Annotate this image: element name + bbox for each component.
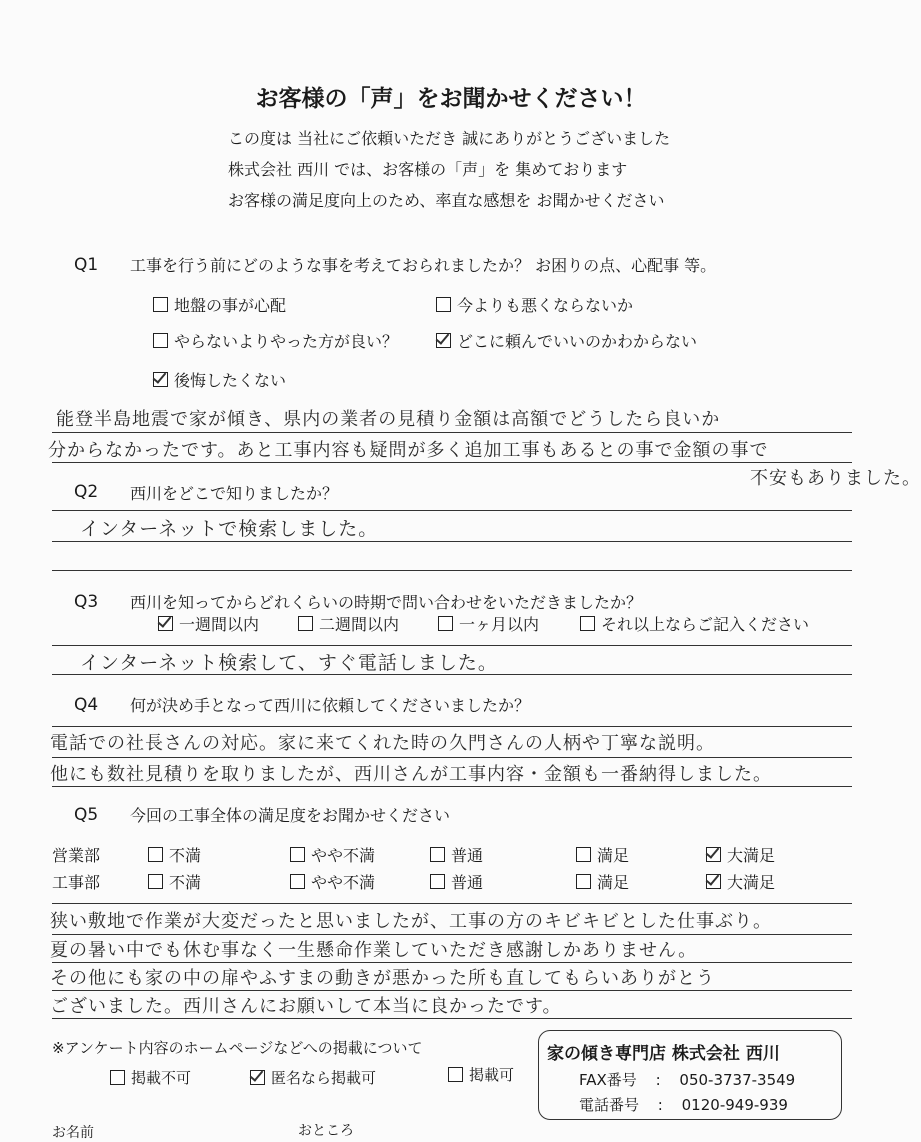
checkbox-checked[interactable] — [436, 333, 451, 348]
answer-line — [52, 541, 852, 542]
checkbox[interactable] — [153, 333, 168, 348]
checkbox[interactable] — [430, 847, 445, 862]
address-label: おところ — [298, 1123, 354, 1139]
q1-option-better[interactable]: やらないよりやった方が良い？ — [153, 329, 398, 352]
sales-rating-1[interactable]: 不満 — [148, 843, 201, 866]
company-stamp — [538, 1030, 842, 1120]
construction-rating-2[interactable]: やや不満 — [290, 870, 375, 893]
tel-row: 電話番号 : 0120-949-939 — [579, 1096, 788, 1114]
q5-answer-line-1: 狭い敷地で作業が大変だったと思いましたが、工事の方のキビキビとした仕事ぶり。 — [50, 911, 772, 932]
intro-line-3: お客様の満足度向上のため、率直な感想を お聞かせください — [228, 191, 665, 210]
answer-line — [52, 990, 852, 991]
q5-number: Q5 — [74, 805, 99, 825]
q1-option-regret[interactable]: 後悔したくない — [153, 368, 286, 391]
fax-label: FAX番号 — [579, 1071, 637, 1089]
construction-rating-1[interactable]: 不満 — [148, 870, 201, 893]
q3-answer: インターネット検索して、すぐ電話しました。 — [80, 652, 498, 674]
sales-rating-4[interactable]: 満足 — [576, 843, 629, 866]
fax-number: 050-3737-3549 — [679, 1071, 796, 1089]
publish-note: ※アンケート内容のホームページなどへの掲載について — [52, 1039, 423, 1057]
answer-line — [52, 962, 852, 963]
checkbox-checked[interactable] — [158, 616, 173, 631]
checkbox[interactable] — [290, 874, 305, 889]
checkbox[interactable] — [298, 616, 313, 631]
answer-line — [52, 1018, 852, 1019]
fax-row: FAX番号 : 050-3737-3549 — [579, 1071, 796, 1089]
q4-question: 何が決め手となって西川に依頼してくださいましたか？ — [130, 696, 531, 715]
checkbox[interactable] — [580, 616, 595, 631]
dept-sales-label: 営業部 — [52, 846, 101, 865]
q3-option-2weeks[interactable]: 二週間以内 — [298, 612, 399, 635]
q1-option-worse[interactable]: 今よりも悪くならないか — [436, 293, 633, 316]
checkbox[interactable] — [290, 847, 305, 862]
q3-question: 西川を知ってからどれくらいの時期で問い合わせをいただきましたか？ — [130, 593, 643, 612]
checkbox[interactable] — [153, 297, 168, 312]
construction-rating-5[interactable]: 大満足 — [706, 870, 775, 893]
checkbox[interactable] — [110, 1070, 125, 1085]
q3-option-longer[interactable]: それ以上ならご記入ください — [580, 612, 809, 635]
publish-option-no[interactable]: 掲載不可 — [110, 1067, 191, 1088]
q1-answer-line-2: 分からなかったです。あと工事内容も疑問が多く追加工事もあるとの事で金額の事で — [48, 440, 769, 461]
checkbox[interactable] — [576, 874, 591, 889]
company-name: 家の傾き専門店 株式会社 西川 — [547, 1044, 780, 1064]
checkbox-checked[interactable] — [153, 372, 168, 387]
q3-option-1week[interactable]: 一週間以内 — [158, 612, 259, 635]
answer-line — [52, 462, 852, 463]
answer-line — [52, 432, 852, 433]
checkbox[interactable] — [448, 1067, 463, 1082]
answer-line — [52, 570, 852, 571]
checkbox[interactable] — [148, 874, 163, 889]
answer-line — [52, 510, 852, 511]
q2-answer: インターネットで検索しました。 — [80, 518, 379, 540]
checkbox-checked[interactable] — [250, 1070, 265, 1085]
name-label: お名前 — [52, 1125, 94, 1141]
answer-line — [52, 757, 852, 758]
q1-number: Q1 — [74, 255, 99, 275]
q5-answer-line-4: ございました。西川さんにお願いして本当に良かったです。 — [50, 996, 562, 1017]
q2-number: Q2 — [74, 482, 99, 502]
tel-label: 電話番号 — [579, 1096, 640, 1114]
sales-rating-5[interactable]: 大満足 — [706, 843, 775, 866]
checkbox[interactable] — [436, 297, 451, 312]
sales-rating-2[interactable]: やや不満 — [290, 843, 375, 866]
intro-line-2: 株式会社 西川 では、お客様の「声」を 集めております — [228, 160, 628, 179]
survey-title: お客様の「声」をお聞かせください！ — [255, 86, 647, 112]
q1-option-where[interactable]: どこに頼んでいいのかわからない — [436, 329, 697, 352]
construction-rating-3[interactable]: 普通 — [430, 870, 483, 893]
tel-number: 0120-949-939 — [681, 1096, 788, 1114]
checkbox-checked[interactable] — [706, 847, 721, 862]
intro-line-1: この度は 当社にご依頼いただき 誠にありがとうございました — [228, 129, 671, 148]
construction-rating-4[interactable]: 満足 — [576, 870, 629, 893]
q4-answer-line-2: 他にも数社見積りを取りましたが、西川さんが工事内容・金額も一番納得しました。 — [50, 764, 772, 785]
checkbox[interactable] — [576, 847, 591, 862]
q5-answer-line-3: その他にも家の中の扉やふすまの動きが悪かった所も直してもらいありがとう — [50, 968, 715, 989]
checkbox-checked[interactable] — [706, 874, 721, 889]
answer-line — [52, 786, 852, 787]
q3-number: Q3 — [74, 592, 99, 612]
q4-number: Q4 — [74, 695, 99, 715]
q1-option-ground[interactable]: 地盤の事が心配 — [153, 293, 286, 316]
dept-construction-label: 工事部 — [52, 873, 101, 892]
checkbox[interactable] — [430, 874, 445, 889]
sales-rating-3[interactable]: 普通 — [430, 843, 483, 866]
q3-option-1month[interactable]: 一ヶ月以内 — [438, 612, 539, 635]
q1-answer-line-3: 不安もありました。 — [750, 468, 921, 489]
checkbox[interactable] — [438, 616, 453, 631]
answer-line — [52, 645, 852, 646]
answer-line — [52, 726, 852, 727]
q1-question: 工事を行う前にどのような事を考えておられましたか？ お困りの点、心配事 等。 — [130, 256, 717, 275]
q1-answer-line-1: 能登半島地震で家が傾き、県内の業者の見積り金額は高額でどうしたら良いか — [56, 409, 721, 430]
q5-answer-line-2: 夏の暑い中でも休む事なく一生懸命作業していただき感謝しかありません。 — [50, 940, 698, 961]
checkbox[interactable] — [148, 847, 163, 862]
q4-answer-line-1: 電話での社長さんの対応。家に来てくれた時の久門さんの人柄や丁寧な説明。 — [50, 733, 715, 754]
answer-line — [52, 903, 852, 904]
publish-option-anonymous[interactable]: 匿名なら掲載可 — [250, 1067, 376, 1088]
q5-question: 今回の工事全体の満足度をお聞かせください — [130, 806, 451, 825]
answer-line — [52, 934, 852, 935]
publish-option-yes[interactable]: 掲載可 — [448, 1064, 514, 1085]
q2-question: 西川をどこで知りましたか？ — [130, 484, 339, 503]
